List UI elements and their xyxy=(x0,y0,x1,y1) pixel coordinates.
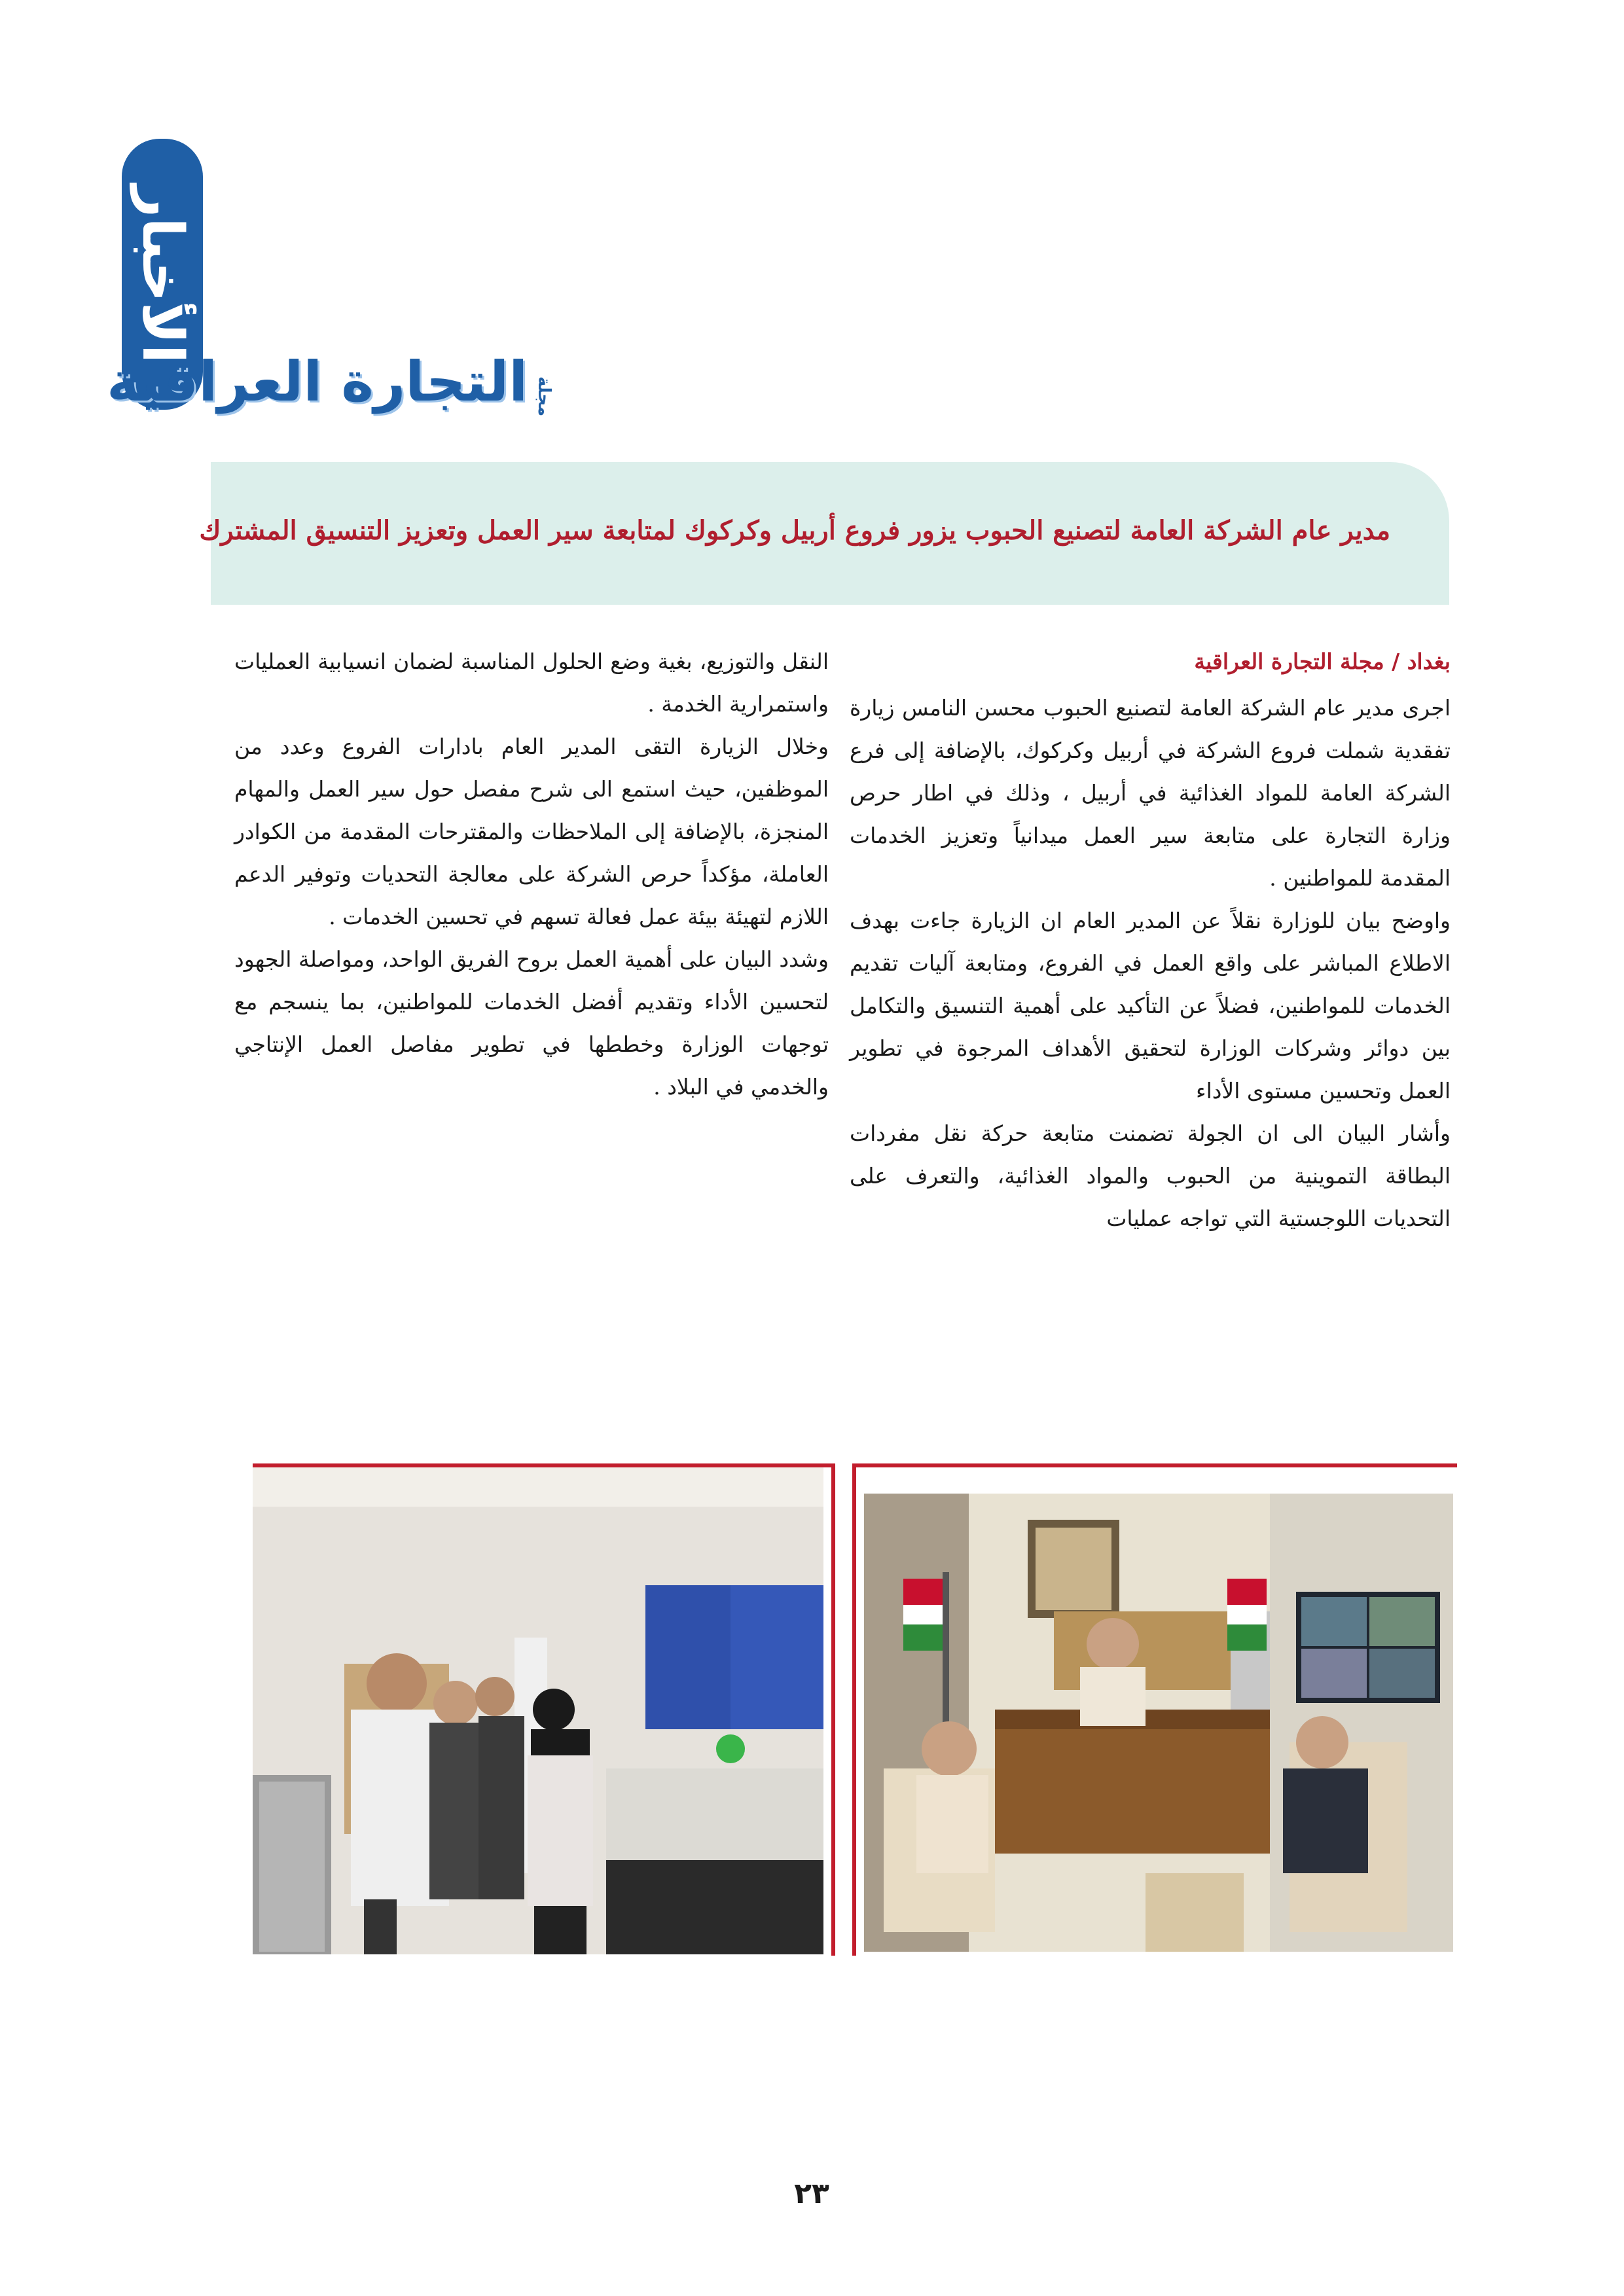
article-column-right xyxy=(850,640,1451,1240)
article-paragraph: واوضح بيان للوزارة نقلاً عن المدير العام ان الزيارة جاءت بهدف الاطلاع المباشر على واقع العمل في الفروع، ومتابعة آليات تقديم الخدمات للمواطنين، فضلاً عن التأكيد على أهمية التنسيق والتكامل بين دوائر وشركات الوزارة لتحقيق الأهداف المرجوة في تطوير العمل وتحسين مستوى الأداء xyxy=(850,908,1451,1103)
article-byline: بغداد / مجلة التجارة العراقية xyxy=(1194,649,1451,674)
article-paragraph: وأشار البيان الى ان الجولة تضمنت متابعة حركة نقل مفردات البطاقة التموينية من الحبوب والمواد الغذائية، والتعرف على التحديات اللوجستية التي تواجه عمليات xyxy=(850,1121,1451,1231)
photo-office-meeting xyxy=(852,1463,1457,1956)
article-paragraph: وخلال الزيارة التقى المدير العام بادارات الفروع وعدد من الموظفين، حيث استمع الى شرح مفصل حول سير العمل والمهام المنجزة، بالإضافة إلى الملاحظات والمقترحات المقدمة من الكوادر العاملة، مؤكداً حرص الشركة على معالجة التحديات وتوفير الدعم اللازم لتهيئة بيئة عمل فعالة تسهم في تحسين الخدمات . xyxy=(234,734,829,929)
office-meeting-image xyxy=(864,1494,1453,1952)
lab-visit-image xyxy=(253,1467,823,1954)
page-number: ٢٣ xyxy=(794,2177,829,2210)
article-paragraph: النقل والتوزيع، بغية وضع الحلول المناسبة لضمان انسيابية العمليات واستمرارية الخدمة . xyxy=(234,649,829,717)
article-paragraph: وشدد البيان على أهمية العمل بروح الفريق الواحد، ومواصلة الجهود لتحسين الأداء وتقديم أفضل الخدمات للمواطنين، بما ينسجم مع توجهات الوزارة وخططها في تطوير مفاصل العمل الإنتاجي والخدمي في البلاد . xyxy=(234,946,829,1100)
section-label: الأخبار xyxy=(130,185,195,364)
photo-lab-visit xyxy=(253,1463,835,1956)
article-column-left xyxy=(234,640,829,1108)
magazine-logo xyxy=(107,346,554,424)
headline-banner xyxy=(199,462,1449,605)
article-headline: مدير عام الشركة العامة لتصنيع الحبوب يزور فروع أربيل وكركوك لمتابعة سير العمل وتعزيز التنسيق المشترك xyxy=(199,515,1390,546)
magazine-logo-prefix: مجلة xyxy=(534,376,554,416)
magazine-logo-name: التجارة العراقية xyxy=(107,350,528,414)
article-paragraph: اجرى مدير عام الشركة العامة لتصنيع الحبوب محسن النامس زيارة تفقدية شملت فروع الشركة في أربيل وكركوك، بالإضافة إلى فرع الشركة العامة للمواد الغذائية في أربيل ، وذلك في اطار حرص وزارة التجارة على متابعة سير العمل ميدانياً وتعزيز الخدمات المقدمة للمواطنين . xyxy=(850,695,1451,891)
